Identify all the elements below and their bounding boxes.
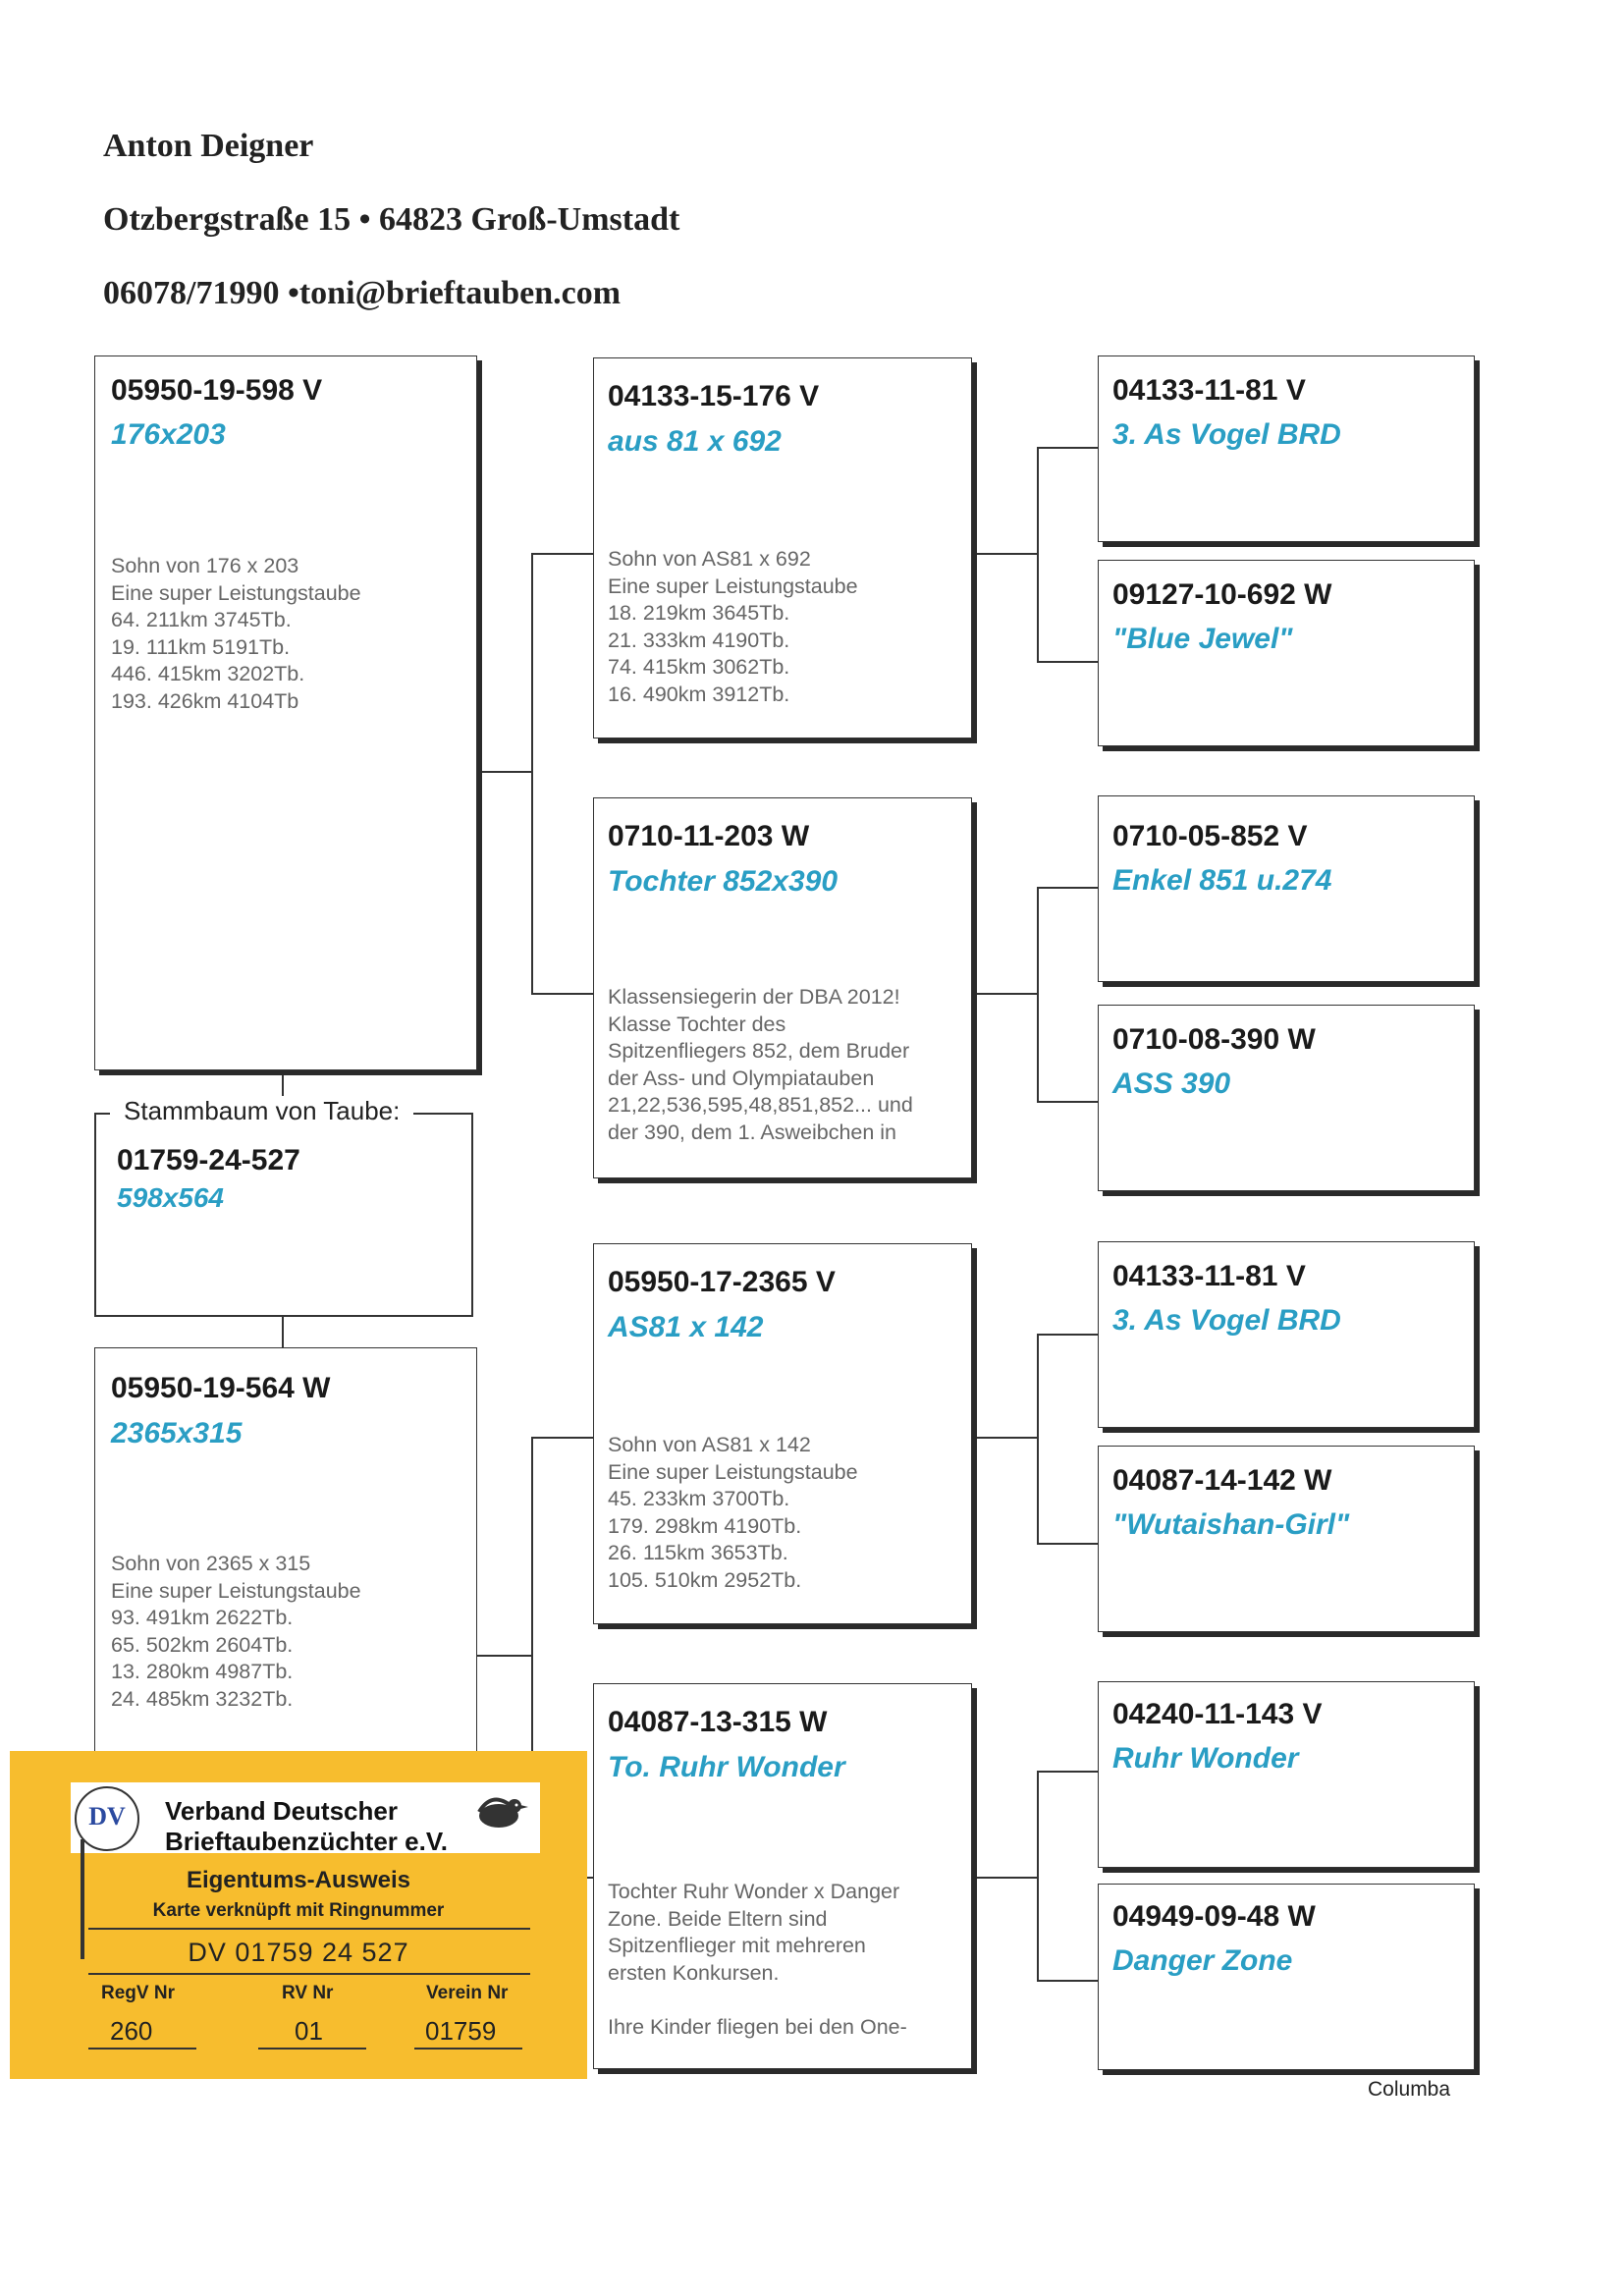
- connector-line: [531, 1437, 593, 1439]
- connector-line: [1037, 661, 1098, 663]
- card-rule: [88, 1973, 530, 1975]
- connector-line: [531, 553, 533, 995]
- card-ring-number: DV 01759 24 527: [188, 1938, 409, 1967]
- bird-description: Sohn von 176 x 203 Eine super Leistungstaube 64. 211km 3745Tb. 19. 111km 5191Tb. 446. 415km 3202Tb. 193. 426km 4104Tb: [111, 554, 361, 713]
- ring-number: 04087-13-315 W: [608, 1706, 828, 1738]
- pedigree-box-sire: [94, 355, 477, 1070]
- connector-line: [1037, 1101, 1098, 1103]
- connector-line: [1037, 1543, 1098, 1545]
- ring-number: 0710-05-852 V: [1112, 820, 1308, 852]
- card-title: Eigentums-Ausweis: [186, 1867, 411, 1893]
- pedigree-box-gen3: [1098, 355, 1475, 542]
- ring-number: 05950-19-564 W: [111, 1372, 331, 1404]
- ring-number: 04133-11-81 V: [1112, 374, 1306, 407]
- connector-line: [973, 993, 1038, 995]
- connector-line: [1037, 1771, 1098, 1773]
- pedigree-box-gen3: [1098, 795, 1475, 982]
- connector-line: [531, 993, 593, 995]
- card-label-regv: RegV Nr: [101, 1983, 175, 2003]
- bird-description: Klassensiegerin der DBA 2012! Klasse Tochter des Spitzenfliegers 852, dem Bruder der Ass- und Olympiatauben 21,22,536,595,48,851,852... und der 390, dem 1. Asweibchen in: [608, 985, 913, 1144]
- pedigree-label: Stammbaum von Taube:: [110, 1096, 413, 1126]
- ring-number: 09127-10-692 W: [1112, 578, 1332, 611]
- subject-name: 598x564: [117, 1182, 225, 1213]
- ownership-card: [10, 1751, 587, 2079]
- ring-number: 05950-19-598 V: [111, 374, 323, 407]
- breeder-address: Otzbergstraße 15 • 64823 Groß-Umstadt: [103, 201, 680, 238]
- pedigree-box-gen3: [1098, 1884, 1475, 2070]
- pedigree-box-gen2: [593, 357, 972, 738]
- pedigree-box-dam: [94, 1347, 477, 1768]
- pedigree-box-gen2: [593, 797, 972, 1178]
- dv-logo: DV: [75, 1786, 139, 1851]
- bird-name: ASS 390: [1112, 1067, 1231, 1100]
- connector-line: [1037, 887, 1039, 1103]
- bird-name: 3. As Vogel BRD: [1112, 418, 1341, 451]
- connector-line: [1037, 447, 1098, 449]
- connector-line: [477, 771, 532, 773]
- connector-line: [1037, 447, 1039, 663]
- pedigree-box-gen3: [1098, 1005, 1475, 1191]
- connector-line: [1037, 887, 1098, 889]
- connector-line: [973, 1877, 1038, 1879]
- pedigree-box-gen3: [1098, 1241, 1475, 1428]
- connector-line: [1037, 1334, 1098, 1336]
- card-organization: Verband Deutscher Brieftaubenzüchter e.V.: [165, 1796, 449, 1856]
- pedigree-box-gen3: [1098, 1681, 1475, 1868]
- bird-name: Enkel 851 u.274: [1112, 864, 1332, 897]
- card-value-verein: 01759: [425, 2016, 497, 2046]
- bird-name: 3. As Vogel BRD: [1112, 1304, 1341, 1337]
- ring-number: 0710-08-390 W: [1112, 1023, 1316, 1056]
- card-label-verein: Verein Nr: [426, 1983, 509, 2003]
- bird-name: aus 81 x 692: [608, 425, 782, 458]
- connector-line: [282, 1316, 284, 1347]
- bird-name: "Wutaishan-Girl": [1112, 1508, 1350, 1541]
- ring-number: 0710-11-203 W: [608, 820, 810, 852]
- connector-line: [1037, 1771, 1039, 1982]
- subject-frame-right: [471, 1113, 473, 1316]
- footer-brand: Columba: [1368, 2078, 1451, 2101]
- card-rule: [88, 2048, 196, 2050]
- card-label-rv: RV Nr: [282, 1983, 334, 2003]
- pedigree-box-gen3: [1098, 1446, 1475, 1632]
- ring-number: 05950-17-2365 V: [608, 1266, 836, 1298]
- connector-line: [477, 1655, 532, 1657]
- connector-line: [973, 1437, 1038, 1439]
- pedigree-box-gen2: [593, 1683, 972, 2069]
- pedigree-box-gen3: [1098, 560, 1475, 746]
- bird-description: Sohn von AS81 x 142 Eine super Leistungstaube 45. 233km 3700Tb. 179. 298km 4190Tb. 26. 115km 3653Tb. 105. 510km 2952Tb.: [608, 1433, 858, 1592]
- breeder-contact: 06078/71990 •toni@brieftauben.com: [103, 275, 622, 311]
- subject-ring: 01759-24-527: [117, 1144, 300, 1176]
- subject-frame-left: [94, 1113, 96, 1316]
- bird-name: To. Ruhr Wonder: [608, 1751, 845, 1783]
- connector-line: [1037, 1334, 1039, 1545]
- pigeon-icon: [469, 1790, 530, 1835]
- bird-name: "Blue Jewel": [1112, 623, 1293, 655]
- bird-name: Danger Zone: [1112, 1944, 1293, 1977]
- card-subtitle: Karte verknüpft mit Ringnummer: [152, 1900, 445, 1921]
- connector-line: [973, 553, 1038, 555]
- bird-name: AS81 x 142: [608, 1311, 764, 1343]
- connector-line: [531, 553, 593, 555]
- ring-number: 04240-11-143 V: [1112, 1698, 1323, 1730]
- pedigree-box-gen2: [593, 1243, 972, 1624]
- subject-frame-bottom: [94, 1315, 473, 1317]
- card-rule: [258, 2048, 366, 2050]
- breeder-name: Anton Deigner: [103, 128, 314, 164]
- bird-description: Sohn von 2365 x 315 Eine super Leistungstaube 93. 491km 2622Tb. 65. 502km 2604Tb. 13. 280km 4987Tb. 24. 485km 3232Tb.: [111, 1552, 361, 1711]
- ring-number: 04949-09-48 W: [1112, 1900, 1316, 1933]
- card-rule: [88, 1928, 530, 1930]
- connector-line: [1037, 1980, 1098, 1982]
- bird-name: 2365x315: [111, 1417, 243, 1449]
- ring-number: 04133-11-81 V: [1112, 1260, 1306, 1292]
- bird-name: Ruhr Wonder: [1112, 1742, 1299, 1775]
- bird-name: 176x203: [111, 418, 226, 451]
- bird-name: Tochter 852x390: [608, 865, 839, 898]
- bird-description: Tochter Ruhr Wonder x Danger Zone. Beide Eltern sind Spitzenflieger mit mehreren ersten Konkursen. Ihre Kinder fliegen bei den One-: [608, 1880, 907, 2039]
- bird-description: Sohn von AS81 x 692 Eine super Leistungstaube 18. 219km 3645Tb. 21. 333km 4190Tb. 74. 415km 3062Tb. 16. 490km 3912Tb.: [608, 547, 858, 706]
- card-rule: [414, 2048, 522, 2050]
- card-value-regv: 260: [110, 2016, 153, 2046]
- ring-number: 04133-15-176 V: [608, 380, 820, 412]
- card-value-rv: 01: [295, 2016, 323, 2046]
- ring-number: 04087-14-142 W: [1112, 1464, 1332, 1497]
